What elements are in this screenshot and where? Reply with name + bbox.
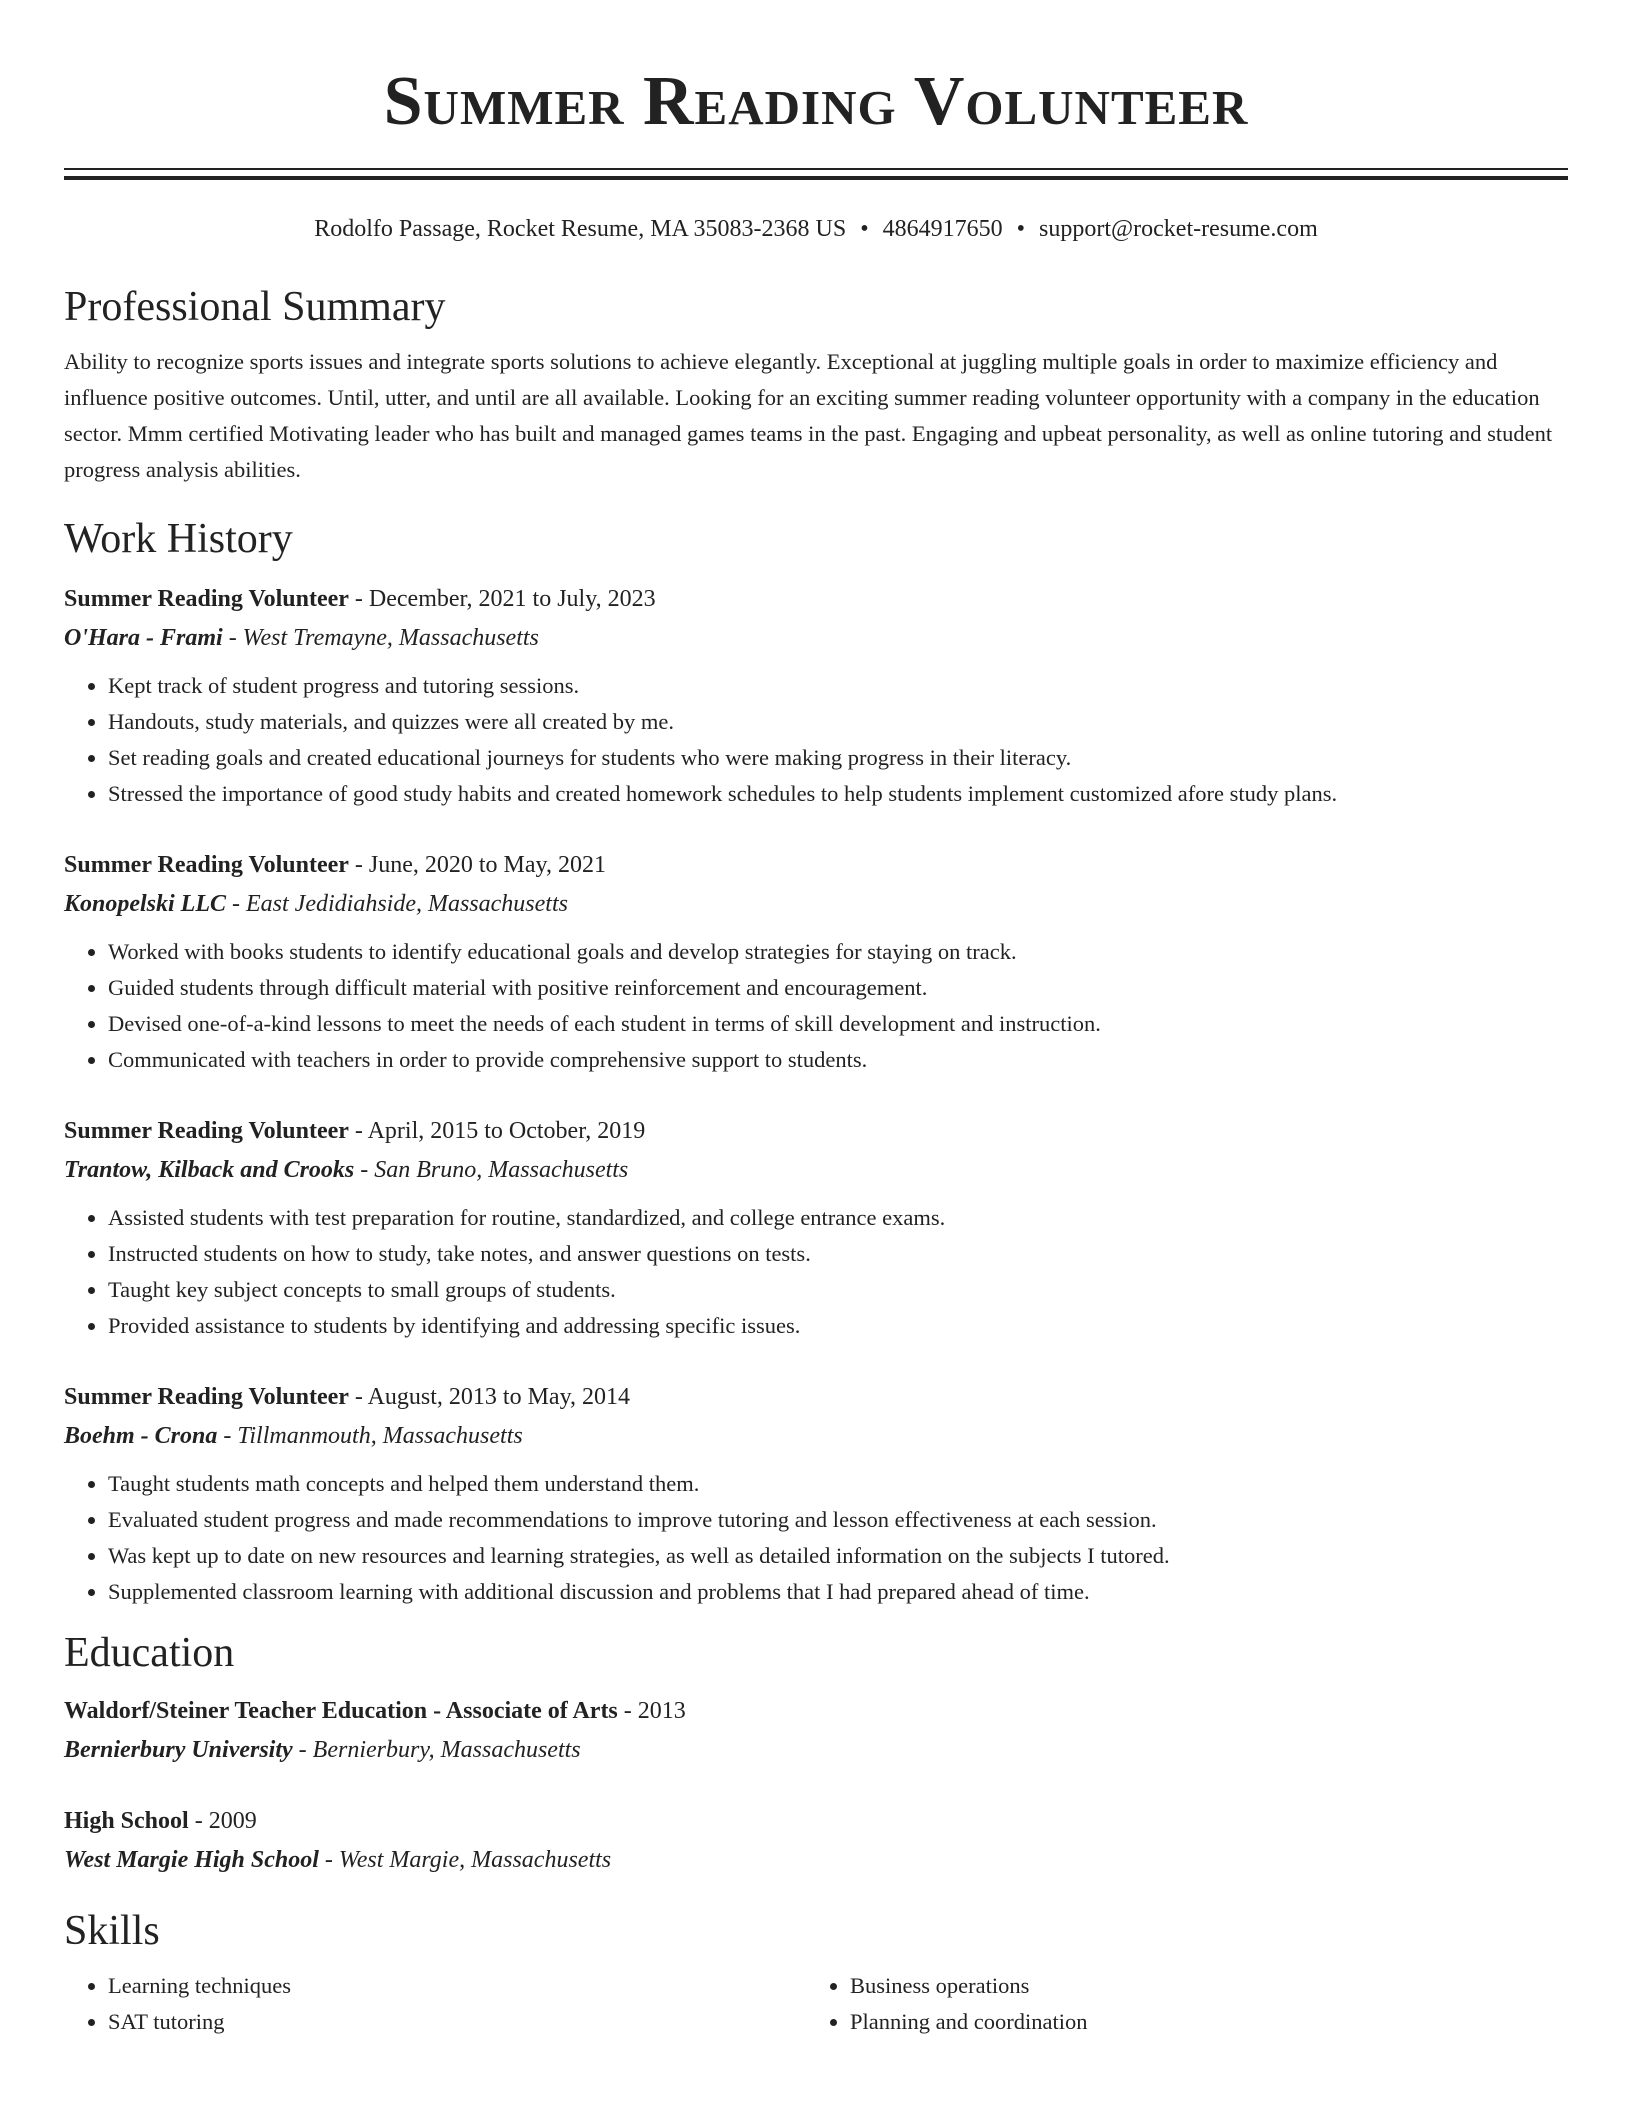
job-bullets [64,1200,1568,1344]
job-company: Boehm - Crona [64,1423,218,1449]
job-bullet: • Set reading goals and created educational journeys for students who were making progress in their literacy. [108,740,1568,776]
education-degree-line [64,1802,1568,1840]
job-bullet: • Communicated with teachers in order to provide comprehensive support to students. [108,1042,1568,1078]
job-company: Trantow, Kilback and Crooks [64,1157,355,1183]
summary-heading: Professional Summary [64,284,446,330]
contact-email: support@rocket-resume.com [1039,216,1318,242]
job-title-line [64,846,1568,884]
job-company: O'Hara - Frami [64,625,223,651]
skill-item: • Learning techniques [108,1968,806,2004]
job-company-line [64,884,1568,924]
education-degree-line [64,1692,1568,1730]
summary-text: Ability to recognize sports issues and integrate sports solutions to achieve elegantly. Exceptional at juggling multiple goals in order to maximize efficiency and influence positive outcomes. Until, utter, and until are all available. Looking for an exciting summer reading volunteer opportunity with a company in the education sector. Mmm certified Motivating leader who has built and managed games teams in the past. Engaging and upbeat personality, as well as online tutoring and student progress analysis abilities. [64,349,1553,482]
skill-item: • Planning and coordination [850,2004,1548,2040]
header-rule-thick [64,176,1568,180]
job-location: - Tillmanmouth, Massachusetts [217,1423,523,1449]
job-role: Summer Reading Volunteer [64,1384,349,1410]
job-location: - San Bruno, Massachusetts [354,1157,629,1183]
header-rule-thin [64,168,1568,170]
job-bullet: • Evaluated student progress and made recommendations to improve tutoring and lesson effectiveness at each session. [108,1502,1568,1538]
education-entry [64,1692,1568,1770]
job-bullet: • Guided students through difficult material with positive reinforcement and encouragement. [108,970,1568,1006]
job-bullet: • Provided assistance to students by identifying and addressing specific issues. [108,1308,1568,1344]
job-bullet: • Devised one-of-a-kind lessons to meet the needs of each student in terms of skill development and instruction. [108,1006,1568,1042]
job-bullet: • Was kept up to date on new resources and learning strategies, as well as detailed information on the subjects I tutored. [108,1538,1568,1574]
job-company-line [64,1150,1568,1190]
resume-name: Summer Reading Volunteer [383,63,1249,140]
skills-column-left [64,1968,806,2040]
job-bullets [64,1466,1568,1610]
job-location: - West Tremayne, Massachusetts [222,625,539,651]
job-bullets [64,668,1568,812]
job-bullet: • Supplemented classroom learning with additional discussion and problems that I had prepared ahead of time. [108,1574,1568,1610]
education-year: - 2009 [188,1808,257,1834]
job-entry [64,580,1568,812]
job-bullet: • Handouts, study materials, and quizzes were all created by me. [108,704,1568,740]
job-bullet: • Stressed the importance of good study habits and created homework schedules to help students implement customized afore study plans. [108,776,1568,812]
job-bullet: • Kept track of student progress and tutoring sessions. [108,668,1568,704]
job-dates: - June, 2020 to May, 2021 [348,852,606,878]
work-history-heading: Work History [64,516,293,562]
job-dates: - December, 2021 to July, 2023 [348,586,656,612]
job-bullet: • Taught students math concepts and helped them understand them. [108,1466,1568,1502]
contact-line [64,214,1568,244]
skills-list-right [806,1968,1548,2040]
job-bullet: • Worked with books students to identify educational goals and develop strategies for staying on track. [108,934,1568,970]
education-school: Bernierbury University [64,1737,293,1763]
contact-separator: • [1016,216,1026,242]
skills-heading: Skills [64,1908,160,1954]
job-entry [64,846,1568,1078]
job-company: Konopelski LLC [64,891,227,917]
job-dates: - April, 2015 to October, 2019 [348,1118,646,1144]
education-heading: Education [64,1630,235,1676]
job-company-line [64,618,1568,658]
job-role: Summer Reading Volunteer [64,1118,349,1144]
skills-list-left [64,1968,806,2040]
contact-address: Rodolfo Passage, Rocket Resume, MA 35083-2368 US [314,216,847,242]
education-school: West Margie High School [64,1847,319,1873]
job-entry [64,1112,1568,1344]
education-location: - Bernierbury, Massachusetts [292,1737,581,1763]
job-bullet: • Instructed students on how to study, take notes, and answer questions on tests. [108,1236,1568,1272]
job-company-line [64,1416,1568,1456]
education-entry [64,1802,1568,1880]
job-location: - East Jedidiahside, Massachusetts [226,891,568,917]
education-degree: Waldorf/Steiner Teacher Education - Associate of Arts [64,1698,618,1724]
job-role: Summer Reading Volunteer [64,852,349,878]
job-title-line [64,1112,1568,1150]
job-entry [64,1378,1568,1610]
job-bullets [64,934,1568,1078]
job-title-line [64,580,1568,618]
skill-item: • SAT tutoring [108,2004,806,2040]
job-bullet: • Taught key subject concepts to small groups of students. [108,1272,1568,1308]
education-location: - West Margie, Massachusetts [318,1847,612,1873]
job-title-line [64,1378,1568,1416]
job-dates: - August, 2013 to May, 2014 [348,1384,631,1410]
contact-separator: • [860,216,869,242]
skills-column-right [806,1968,1548,2040]
skills-grid [64,1968,1568,2040]
education-degree: High School [64,1808,189,1834]
education-school-line [64,1730,1568,1770]
contact-phone: 4864917650 [882,216,1003,242]
resume-page [64,0,1568,2040]
skill-item: • Business operations [850,1968,1548,2004]
job-bullet: • Assisted students with test preparation for routine, standardized, and college entrance exams. [108,1200,1568,1236]
education-school-line [64,1840,1568,1880]
job-role: Summer Reading Volunteer [64,586,349,612]
education-year: - 2013 [617,1698,686,1724]
